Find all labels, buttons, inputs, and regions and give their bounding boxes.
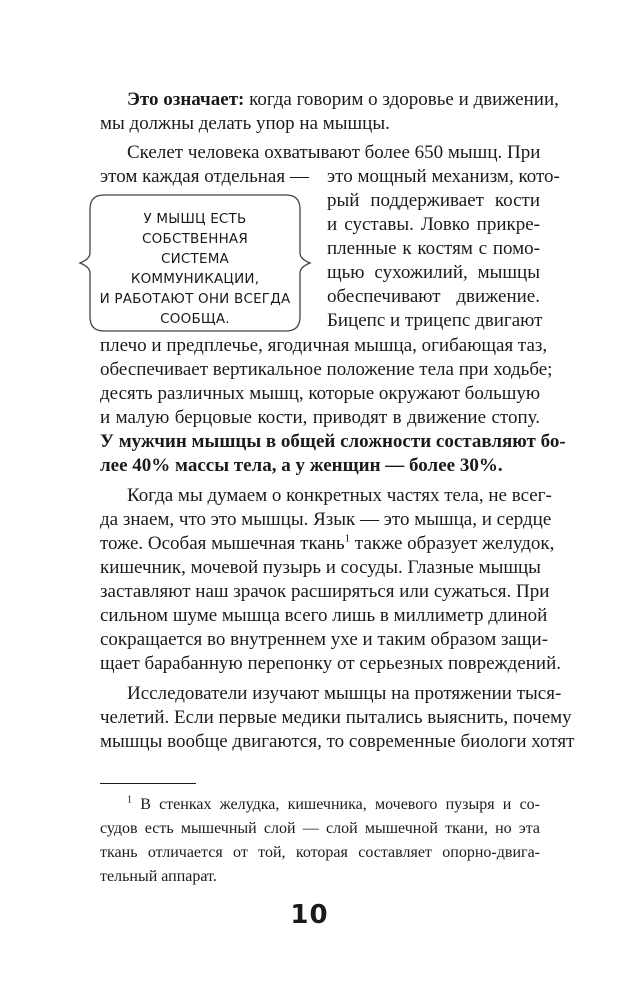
paragraph-4-line-1: Исследователи изучают мышцы на протяжении тыся- — [127, 683, 562, 704]
paragraph-3-line-8: щает барабанную перепонку от серьезных повреждений. — [100, 653, 562, 674]
callout-text — [74, 209, 316, 329]
paragraph-2-line-6: щью сухожилий, мышцы — [327, 262, 540, 283]
paragraph-2-line-1: Скелет человека охватывают более 650 мышц. При — [127, 142, 541, 163]
footnote-ref: 1 — [344, 532, 351, 545]
callout-line: У МЫШЦ ЕСТЬ — [143, 211, 247, 227]
paragraph-1-bold-lead: Это означает: — [127, 89, 245, 110]
paragraph-4-line-2: челетий. Если первые медики пытались выяснить, почему — [100, 707, 572, 728]
paragraph-2-line-9: плечо и предплечье, ягодичная мышца, огибающая таз, — [100, 335, 548, 356]
paragraph-2-line-2b: это мощный механизм, кото- — [327, 166, 560, 187]
paragraph-2-line-3: рый поддерживает кости — [327, 190, 540, 211]
paragraph-2-line-2a: этом каждая отдельная — — [100, 166, 309, 187]
callout-line: СООБЩА. — [160, 311, 230, 327]
paragraph-2-bold-line-2: лее 40% массы тела, а у женщин — более 30%. — [100, 455, 503, 476]
paragraph-2-line-5: пленные к костям с помо- — [327, 238, 540, 259]
paragraph-2-line-7: обеспечивают движение. — [327, 286, 540, 307]
footnote-marker: 1 — [127, 794, 132, 806]
footnote-line-3: ткань отличается от той, которая составляет опорно-двига- — [100, 844, 540, 861]
callout-line: И РАБОТАЮТ ОНИ ВСЕГДА — [99, 291, 291, 307]
paragraph-3-line-2: да знаем, что это мышцы. Язык — это мышца, и сердце — [100, 509, 552, 530]
footnote-separator — [100, 783, 196, 784]
paragraph-1-line-2: мы должны делать упор на мышцы. — [100, 113, 390, 134]
paragraph-2-line-11: десять различных мышц, которые окружают большую — [100, 383, 541, 404]
paragraph-3-line-6: сильном шуме мышца всего лишь в миллиметр длиной — [100, 605, 548, 626]
paragraph-3-line-1: Когда мы думаем о конкретных частях тела, не всег- — [127, 485, 552, 506]
footnote-line-2: судов есть мышечный слой — слой мышечной ткани, но эта — [100, 820, 540, 837]
paragraph-2-line-10: обеспечивает вертикальное положение тела при ходьбе; — [100, 359, 553, 380]
paragraph-3-line-4: кишечник, мочевой пузырь и сосуды. Глазные мышцы — [100, 557, 541, 578]
footnote-line-1: $^1$ В стенках желудка, кишечника, мочевого пузыря и со- — [127, 794, 540, 813]
paragraph-3-line-5: заставляют наш зрачок расширяться или сужаться. При — [100, 581, 550, 602]
callout-line: СИСТЕМА — [160, 251, 229, 267]
callout-line: СОБСТВЕННАЯ — [142, 231, 248, 247]
pull-quote-callout — [74, 192, 316, 334]
paragraph-2-line-4: и суставы. Ловко прикре- — [327, 214, 540, 235]
paragraph-1-line-1: Это означает: когда говорим о здоровье и движении, — [127, 89, 559, 110]
paragraph-3-line-3: тоже. Особая мышечная ткань$^1$ также образует желудок, — [100, 532, 555, 554]
page-number: 10 — [290, 900, 329, 930]
paragraph-2-line-12: и малую берцовые кости, приводят в движение стопу. — [100, 407, 540, 428]
footnote-line-4: тельный аппарат. — [100, 868, 217, 885]
callout-line: КОММУНИКАЦИИ, — [130, 271, 260, 287]
paragraph-2-bold-line-1: У мужчин мышцы в общей сложности составляют бо- — [100, 431, 566, 452]
paragraph-2-line-8: Бицепс и трицепс двигают — [327, 310, 543, 331]
paragraph-4-line-3: мышцы вообще двигаются, то современные биологи хотят — [100, 731, 575, 752]
paragraph-3-line-7: сокращается во внутреннем ухе и таким образом защи- — [100, 629, 549, 650]
